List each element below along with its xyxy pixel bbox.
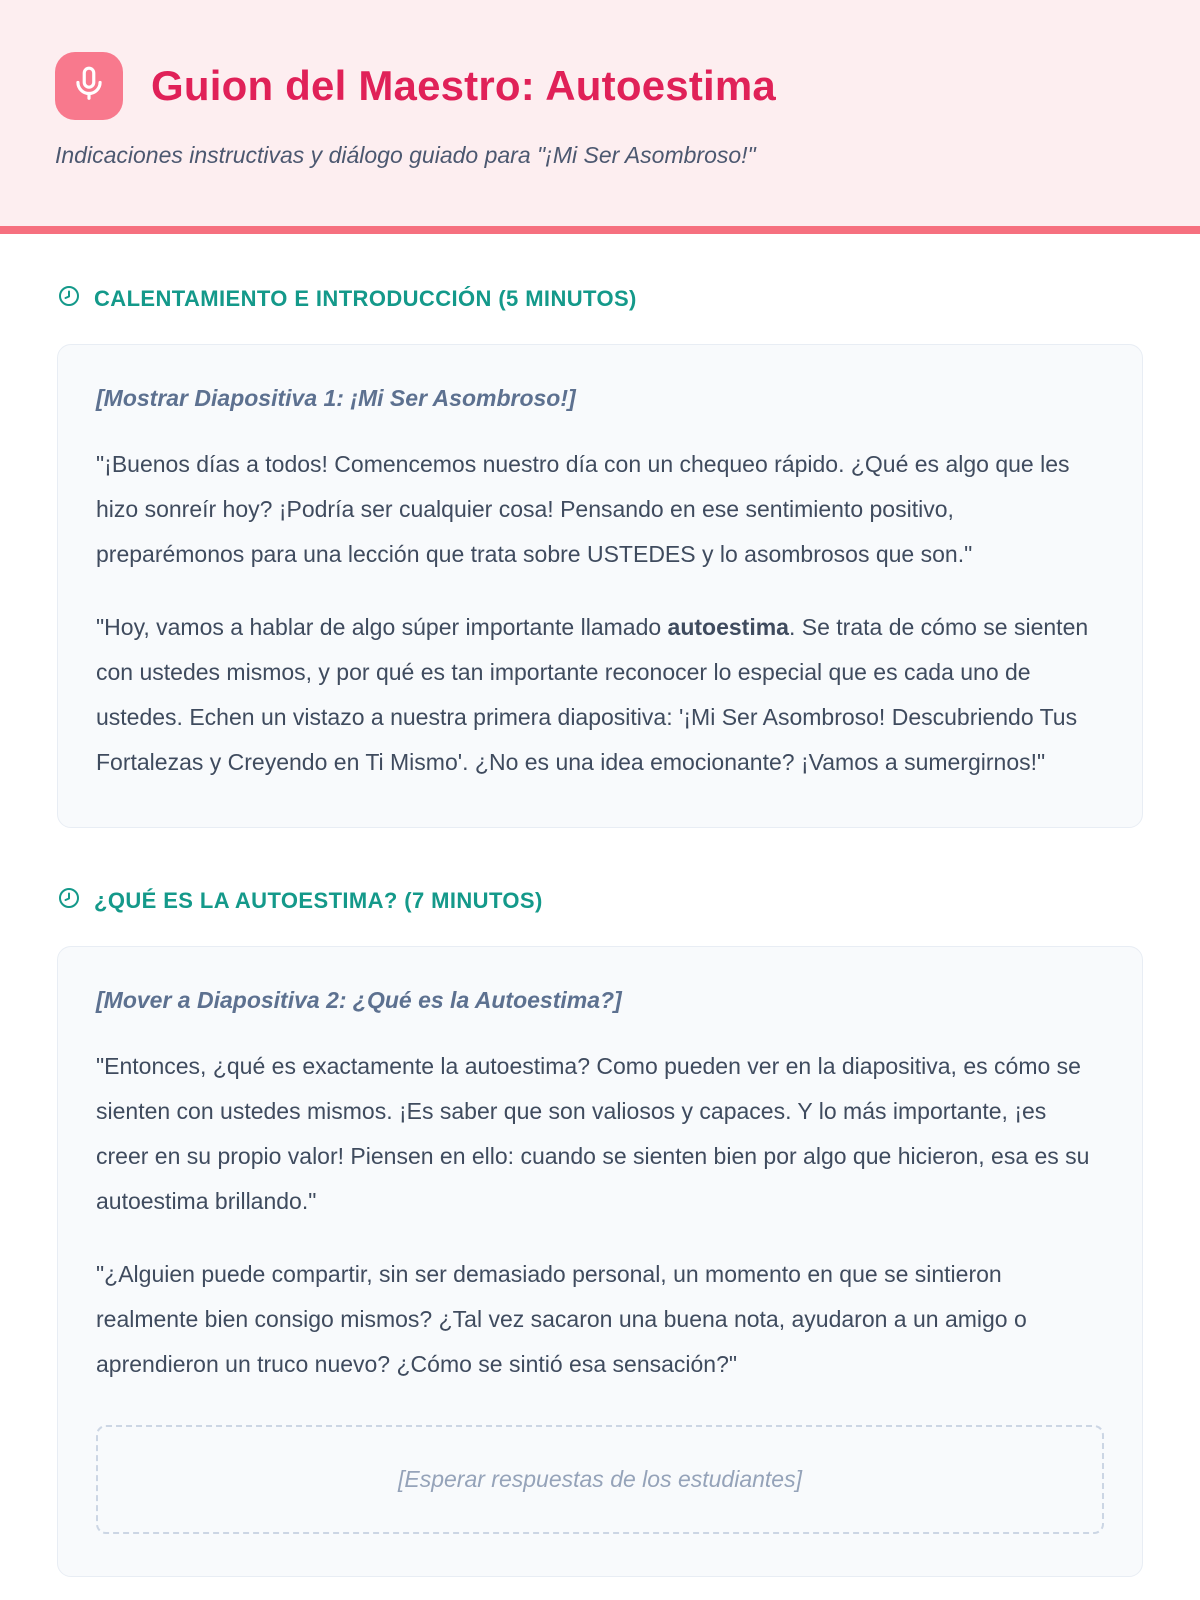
script-card-warmup xyxy=(57,344,1143,828)
paragraph-text-after: . Se trata de cómo se sienten con ustedes mismos, y por qué es tan importante reconocer lo especial que es cada uno de ustedes. Echen un vistazo a nuestra primera diapositiva: '¡Mi Ser Asombroso! Descubriendo Tus Fortalezas y Creyendo en Ti Mismo'. ¿No es una idea emocionante? ¡Vamos a sumergirnos!" xyxy=(96,614,1089,775)
page-title: Guion del Maestro: Autoestima xyxy=(151,62,776,109)
script-card-what-is xyxy=(57,946,1143,1577)
microphone-icon xyxy=(70,65,108,108)
slide-note: [Mostrar Diapositiva 1: ¡Mi Ser Asombroso!] xyxy=(96,385,576,411)
highlighted-term: autoestima xyxy=(667,614,789,640)
script-paragraph: "Entonces, ¿qué es exactamente la autoestima? Como pueden ver en la diapositiva, es cómo se sienten con ustedes mismos. ¡Es saber que son valiosos y capaces. Y lo más importante, ¡es creer en su propio valor! Piensen en ello: cuando se sienten bien por algo que hicieron, esa es su autoestima brillando." xyxy=(96,1053,1090,1214)
script-paragraph: "¡Buenos días a todos! Comencemos nuestro día con un chequeo rápido. ¿Qué es algo que les hizo sonreír hoy? ¡Podría ser cualquier cosa! Pensando en ese sentimiento positivo, preparémonos para una lección que trata sobre USTEDES y lo asombrosos que son." xyxy=(96,451,1070,567)
section-heading-warmup xyxy=(57,284,1143,314)
page-header xyxy=(0,0,1200,226)
script-paragraph: "¿Alguien puede compartir, sin ser demasiado personal, un momento en que se sintieron realmente bien consigo mismos? ¿Tal vez sacaron una buena nota, ayudaron a un amigo o aprendieron un truco nuevo? ¿Cómo se sintió esa sensación?" xyxy=(96,1261,1027,1377)
clock-icon xyxy=(57,284,81,314)
clock-icon xyxy=(57,886,81,916)
section-heading-what-is xyxy=(57,886,1143,916)
wait-note: [Esperar respuestas de los estudiantes] xyxy=(397,1466,802,1492)
script-content xyxy=(0,234,1200,1577)
script-paragraph xyxy=(96,605,1104,785)
section-what-is-self-esteem xyxy=(57,886,1143,1577)
section-warmup-introduction xyxy=(57,284,1143,828)
section-heading-label: CALENTAMIENTO E INTRODUCCIÓN (5 MINUTOS) xyxy=(94,286,637,311)
paragraph-text-before: "Hoy, vamos a hablar de algo súper importante llamado xyxy=(96,614,668,640)
header-title-row xyxy=(55,52,1145,120)
slide-note: [Mover a Diapositiva 2: ¿Qué es la Autoestima?] xyxy=(96,987,622,1013)
wait-for-responses-box xyxy=(96,1425,1104,1534)
page-subtitle: Indicaciones instructivas y diálogo guiado para "¡Mi Ser Asombroso!" xyxy=(55,142,756,168)
microphone-icon-badge xyxy=(55,52,123,120)
section-heading-label: ¿QUÉ ES LA AUTOESTIMA? (7 MINUTOS) xyxy=(94,888,543,913)
header-divider xyxy=(0,226,1200,234)
